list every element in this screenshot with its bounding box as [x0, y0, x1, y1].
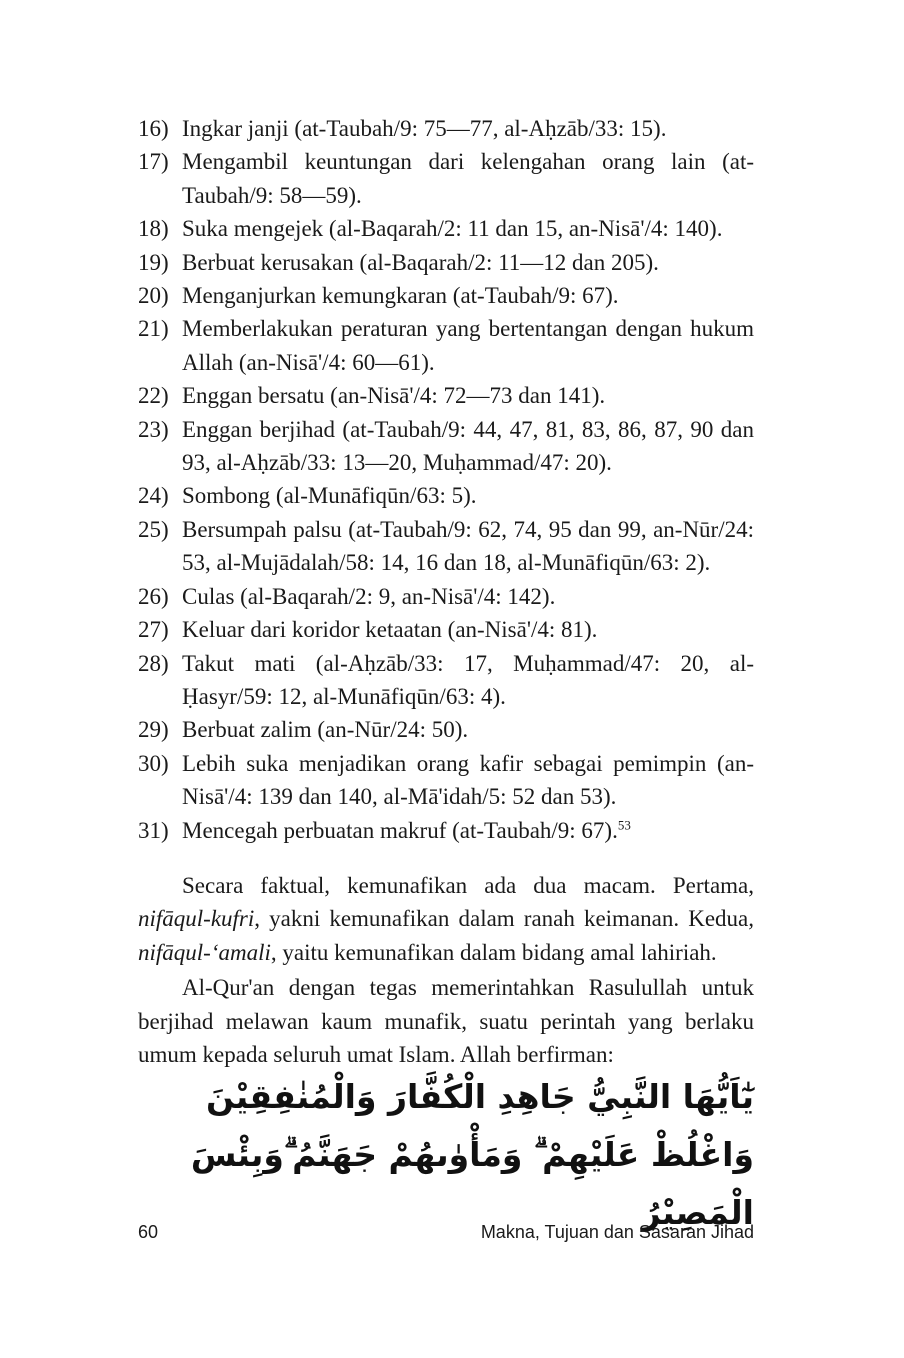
paragraph-text: , yakni kemunafikan dalam ranah keimanan. Kedua — [254, 906, 749, 932]
list-item-text-wrap — [182, 814, 754, 847]
paragraph-text: Secara faktual, kemunafikan ada dua macam. Pertama, — [182, 872, 754, 898]
list-item-text: Berbuat zalim (an-Nūr/24: 50). — [182, 717, 469, 743]
list-item-text: Enggan berjihad (at-Taubah/9: 44, 47, 81, 83, 86, 87, 90 dan 93, al-Aḥzāb/33: 13—20, Muḥammad/47: 20). — [182, 416, 754, 476]
list-item — [138, 246, 754, 279]
list-item-text: Mengambil keuntungan dari kelengahan orang lain (at-Taubah/9: 58—59). — [182, 149, 754, 208]
list-item-number: 31) — [138, 817, 169, 843]
list-item-text: Enggan bersatu (an-Nisā'/4: 72—73 dan 141). — [182, 383, 606, 409]
list-item-number: 22) — [138, 383, 169, 409]
paragraph-text: , yaitu kemunafikan dalam bidang amal lahiriah. — [270, 939, 717, 965]
list-item-text: Mencegah perbuatan makruf (at-Taubah/9: 67). — [182, 817, 618, 843]
list-item-text: Memberlakukan peraturan yang bertentangan dengan hukum Allah (an-Nisā'/4: 60—61). — [182, 316, 754, 375]
list-item-number: 23) — [138, 416, 169, 442]
list-item — [138, 112, 754, 145]
list-item-text: Suka mengejek (al-Baqarah/2: 11 dan 15, an-Nisā'/4: 140). — [182, 216, 723, 242]
footnote-reference[interactable]: 53 — [617, 816, 631, 832]
list-item — [138, 212, 754, 245]
list-item-text: Berbuat kerusakan (al-Baqarah/2: 11—12 dan 205). — [182, 249, 659, 275]
list-item — [138, 713, 754, 746]
arabic-verse: يٰٓاَيُّهَا النَّبِيُّ جَاهِدِ الْكُفَّارَ وَالْمُنٰفِقِيْنَ وَاغْلُظْ عَلَيْهِمْ ۗ وَمَأْوٰىهُمْ جَهَنَّمُ ۗوَبِئْسَ الْمَصِيْرُ — [190, 1077, 754, 1232]
term-nifaqul-kufri: nifāqul-kufri — [138, 906, 255, 932]
page-number: 60 — [138, 1222, 159, 1242]
paragraph-hypocrisy-types — [138, 869, 754, 969]
list-item — [138, 145, 754, 212]
term-nifaqul-amali: nifāqul-‘amali — [138, 939, 271, 965]
list-item-text: Culas (al-Baqarah/2: 9, an-Nisā'/4: 142). — [182, 583, 556, 609]
running-title: Makna, Tujuan dan Sasaran Jihad — [480, 1222, 754, 1242]
list-item — [138, 479, 754, 512]
list-item-text: Ingkar janji (at-Taubah/9: 75—77, al-Aḥzāb/33: 15). — [182, 116, 667, 141]
list-item-number: 20) — [138, 283, 169, 309]
list-item — [138, 379, 754, 412]
list-item — [138, 747, 754, 814]
list-item-number: 18) — [138, 216, 169, 242]
page-content — [138, 112, 754, 1071]
list-item — [138, 513, 754, 580]
list-item-text: Sombong (al-Munāfiqūn/63: 5). — [182, 483, 477, 509]
list-item — [138, 814, 754, 847]
list-item-number: 17) — [138, 149, 169, 175]
list-item-number: 26) — [138, 583, 169, 609]
list-item-number: 16) — [138, 116, 169, 141]
hypocrite-traits-list — [138, 112, 754, 847]
list-item-number: 24) — [138, 483, 169, 509]
list-item-number: 19) — [138, 249, 169, 275]
list-item — [138, 279, 754, 312]
paragraph-quran-command: Al-Qur'an dengan tegas memerintahkan Rasulullah untuk berjihad melawan kaum munafik, suatu perintah yang berlaku umum kepada seluruh umat Islam. Allah berfirman: — [138, 975, 754, 1067]
list-item-text: Bersumpah palsu (at-Taubah/9: 62, 74, 95 dan 99, an-Nūr/24: 53, al-Mujādalah/58: 14, 16 dan 18, al-Munāfiqūn/63: 2). — [182, 516, 754, 576]
list-item-text: Takut mati (al-Aḥzāb/33: 17, Muḥammad/47: 20, al-Ḥasyr/59: 12, al-Munāfiqūn/63: 4). — [182, 650, 754, 709]
list-item-number: 30) — [138, 750, 169, 776]
list-item-number: 21) — [138, 316, 169, 342]
list-item — [138, 613, 754, 646]
list-item-number: 27) — [138, 617, 169, 643]
list-item-number: 28) — [138, 650, 169, 676]
list-item — [138, 647, 754, 714]
list-item-text: Menganjurkan kemungkaran (at-Taubah/9: 67). — [182, 283, 619, 309]
list-item-text: Lebih suka menjadikan orang kafir sebagai pemimpin (an-Nisā'/4: 139 dan 140, al-Mā'idah/5: 52 dan 53). — [182, 750, 754, 810]
list-item-text: Keluar dari koridor ketaatan (an-Nisā'/4: 81). — [182, 617, 598, 643]
list-item — [138, 312, 754, 379]
list-item-number: 25) — [138, 516, 169, 542]
list-item — [138, 580, 754, 613]
list-item — [138, 413, 754, 480]
list-item-number: 29) — [138, 717, 169, 743]
comma-italic: , — [748, 906, 754, 932]
